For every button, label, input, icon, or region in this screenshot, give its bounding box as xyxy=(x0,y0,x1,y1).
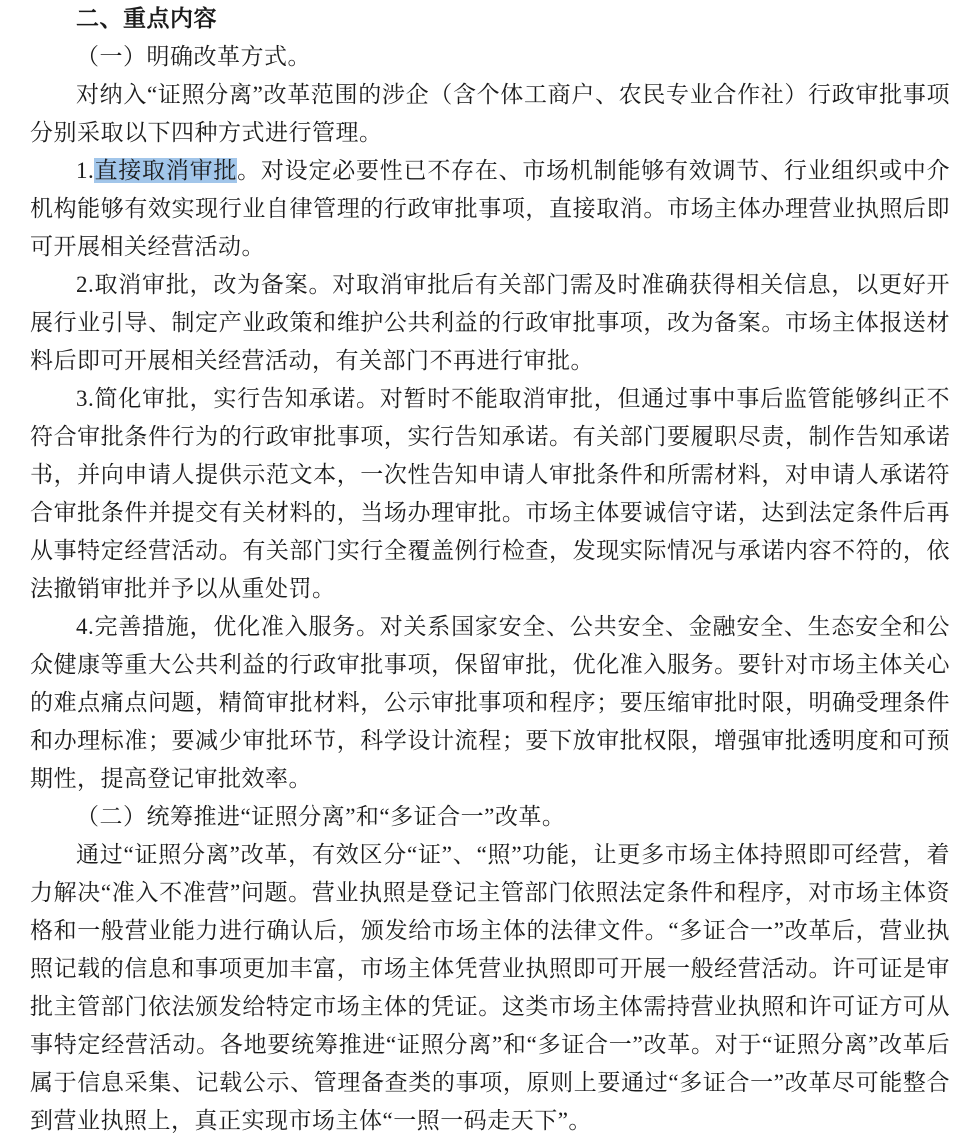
subsection-2-title: （二）统筹推进“证照分离”和“多证合一”改革。 xyxy=(76,804,566,829)
selected-text-highlight: 直接取消审批 xyxy=(94,158,238,183)
list-item-1 xyxy=(30,152,950,266)
list-item-1-body: 。对设定必要性已不存在、市场机制能够有效调节、行业组织或中介机构能够有效实现行业自律管理的行政审批事项，直接取消。市场主体办理营业执照后即可开展相关经营活动。 xyxy=(30,158,951,259)
subsection-1-title: （一）明确改革方式。 xyxy=(76,44,311,69)
list-item-4: 4.完善措施，优化准入服务。对关系国家安全、公共安全、金融安全、生态安全和公众健康等重大公共利益的行政审批事项，保留审批，优化准入服务。要针对市场主体关心的难点痛点问题，精简审批材料，公示审批事项和程序；要压缩审批时限，明确受理条件和办理标准；要减少审批环节，科学设计流程；要下放审批权限，增强审批透明度和可预期性，提高登记审批效率。 xyxy=(30,614,950,791)
subsection-2-body: 通过“证照分离”改革，有效区分“证”、“照”功能，让更多市场主体持照即可经营，着力解决“准入不准营”问题。营业执照是登记主管部门依照法定条件和程序，对市场主体资格和一般营业能力进行确认后，颁发给市场主体的法律文件。“多证合一”改革后，营业执照记载的信息和事项更加丰富，市场主体凭营业执照即可开展一般经营活动。许可证是审批主管部门依法颁发给特定市场主体的凭证。这类市场主体需持营业执照和许可证方可从事特定经营活动。各地要统筹推进“证照分离”和“多证合一”改革。对于“证照分离”改革后属于信息采集、记载公示、管理备查类的事项，原则上要通过“多证合一”改革尽可能整合到营业执照上，真正实现市场主体“一照一码走天下”。 xyxy=(30,842,950,1133)
subsection-1-intro: 对纳入“证照分离”改革范围的涉企（含个体工商户、农民专业合作社）行政审批事项分别采取以下四种方式进行管理。 xyxy=(30,82,950,145)
list-item-3: 3.简化审批，实行告知承诺。对暂时不能取消审批，但通过事中事后监管能够纠正不符合审批条件行为的行政审批事项，实行告知承诺。有关部门要履职尽责，制作告知承诺书，并向申请人提供示范文本，一次性告知申请人审批条件和所需材料，对申请人承诺符合审批条件并提交有关材料的，当场办理审批。市场主体要诚信守诺，达到法定条件后再从事特定经营活动。有关部门实行全覆盖例行检查，发现实际情况与承诺内容不符的，依法撤销审批并予以从重处罚。 xyxy=(30,386,950,601)
list-item-2: 2.取消审批，改为备案。对取消审批后有关部门需及时准确获得相关信息，以更好开展行业引导、制定产业政策和维护公共利益的行政审批事项，改为备案。市场主体报送材料后即可开展相关经营活动，有关部门不再进行审批。 xyxy=(30,272,950,373)
list-item-1-number: 1. xyxy=(76,158,95,183)
section-heading: 二、重点内容 xyxy=(76,6,217,31)
